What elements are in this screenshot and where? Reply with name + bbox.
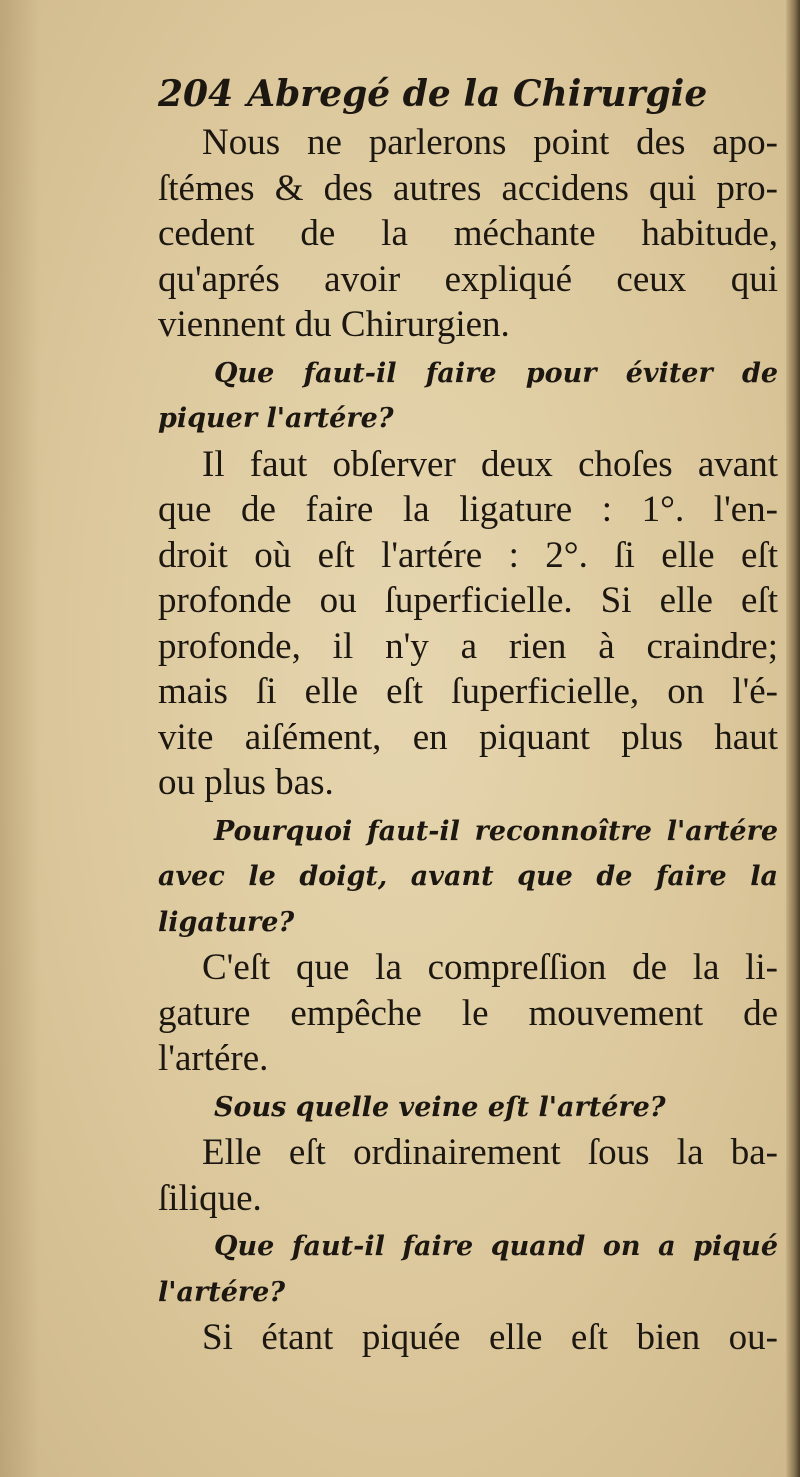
paragraph <box>158 442 778 806</box>
question-line: Que faut-il faire quand on a piqué <box>214 1231 778 1262</box>
text-line: profonde, il n'y a rien à craindre; <box>158 625 778 667</box>
running-title: Abregé de la Chirurgie <box>247 73 708 115</box>
text-line: qu'aprés avoir expliqué ceux qui <box>158 258 778 300</box>
question-line: ligature? <box>158 906 295 938</box>
text-line: Si étant piquée elle eſt bien ou- <box>202 1317 778 1358</box>
text-line: Elle eſt ordinairement ſous la ba- <box>202 1132 778 1173</box>
text-line: droit où eſt l'artére : 2°. ſi elle eſt <box>158 534 778 576</box>
paragraph <box>158 1130 778 1221</box>
text-line: l'artére. <box>158 1038 269 1079</box>
text-line: ſtémes & des autres accidens qui pro- <box>158 167 778 209</box>
question <box>158 1085 778 1131</box>
question <box>158 1224 778 1315</box>
text-line: C'eſt que la compreſſion de la li- <box>202 947 778 988</box>
question <box>158 351 778 442</box>
text-line: vite aiſément, en piquant plus haut <box>158 716 778 758</box>
text-line: Il faut obſerver deux choſes avant <box>202 443 778 485</box>
text-line: mais ſi elle eſt ſuperficielle, on l'é- <box>158 671 778 712</box>
text-line: ſilique. <box>158 1177 262 1219</box>
text-line: gature empêche le mouvement de <box>158 992 778 1034</box>
page-edge <box>786 0 800 1477</box>
page-text <box>158 68 778 1361</box>
paragraph <box>158 120 778 348</box>
page-number: 204 <box>158 73 234 115</box>
page-gutter-shadow <box>0 0 40 1477</box>
running-header <box>158 68 778 120</box>
question-line: piquer l'artére? <box>158 403 394 434</box>
question-line: Sous quelle veine eſt l'artére? <box>214 1091 666 1123</box>
paragraph <box>158 1315 778 1361</box>
question-line: Que faut-il faire pour éviter de <box>214 357 778 389</box>
question-line: Pourquoi faut-il reconnoître l'artére <box>214 815 778 847</box>
question <box>158 809 778 946</box>
text-line: profonde ou ſuperficielle. Si elle eſt <box>158 580 778 621</box>
text-line: que de faire la ligature : 1°. l'en- <box>158 489 778 530</box>
text-line: ou plus bas. <box>158 762 334 803</box>
text-line: cedent de la méchante habitude, <box>158 213 778 254</box>
paragraph <box>158 945 778 1082</box>
question-line: avec le doigt, avant que de faire la <box>158 861 778 892</box>
text-line: viennent du Chirurgien. <box>158 304 510 345</box>
question-line: l'artére? <box>158 1276 286 1308</box>
text-line: Nous ne parlerons point des apo- <box>202 122 778 163</box>
